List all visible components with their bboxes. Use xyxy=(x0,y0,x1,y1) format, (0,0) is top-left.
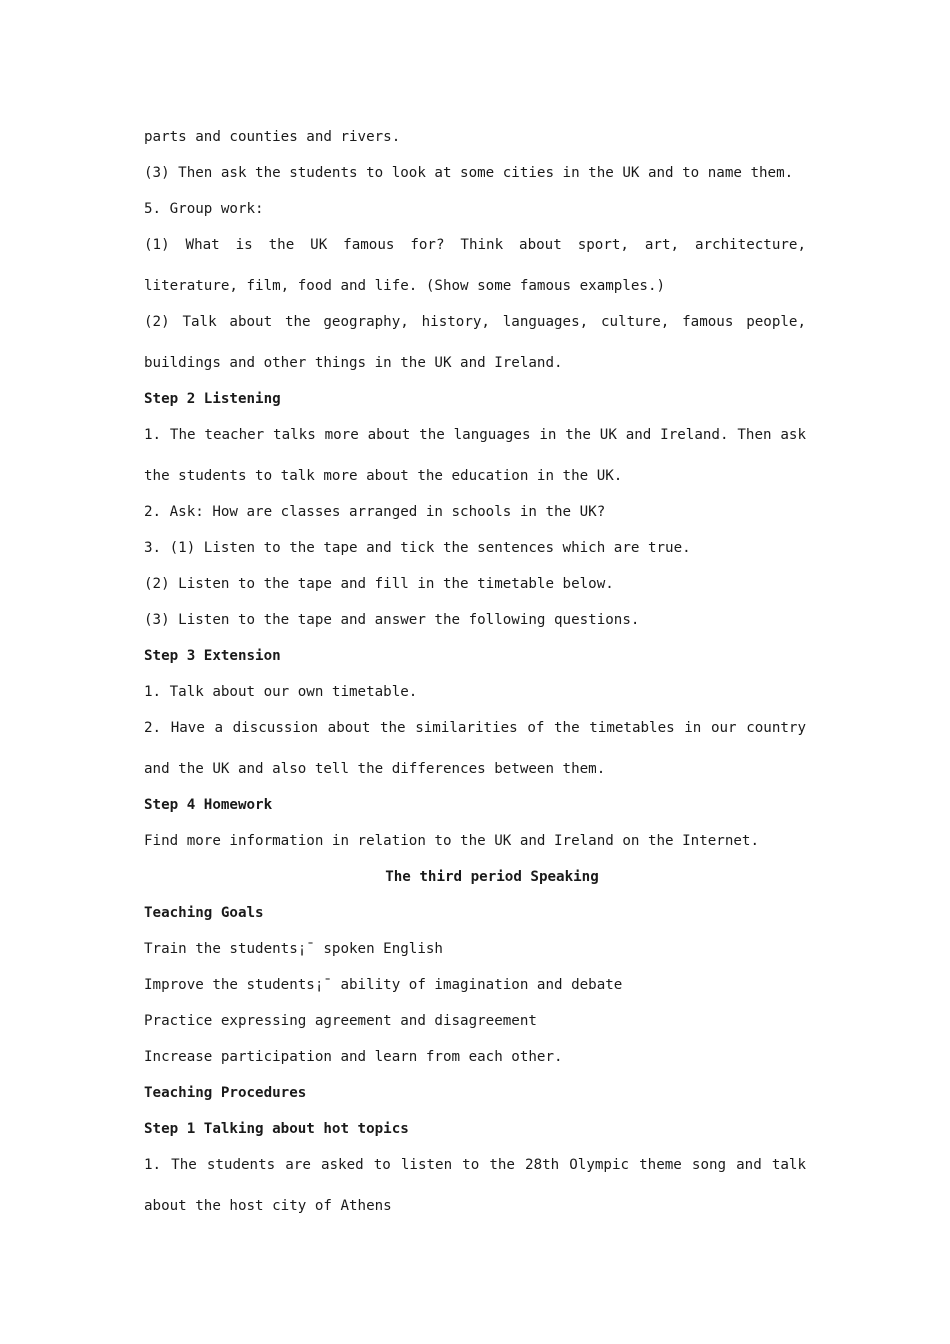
section-heading: Step 1 Talking about hot topics xyxy=(144,1121,409,1137)
text-line: Practice expressing agreement and disagreement xyxy=(144,1013,537,1029)
text-line: buildings and other things in the UK and Ireland. xyxy=(144,355,563,371)
text-line: literature, film, food and life. (Show some famous examples.) xyxy=(144,278,666,294)
text-line: Find more information in relation to the UK and Ireland on the Internet. xyxy=(144,833,759,849)
text-line: Increase participation and learn from each other. xyxy=(144,1049,563,1065)
text-line: 2. Have a discussion about the similarities of the timetables in our country xyxy=(144,720,806,736)
text-line: (1) What is the UK famous for? Think about sport, art, architecture, xyxy=(144,237,806,253)
text-line: (3) Then ask the students to look at some cities in the UK and to name them. xyxy=(144,165,794,181)
text-line: and the UK and also tell the differences between them. xyxy=(144,761,606,777)
text-line: about the host city of Athens xyxy=(144,1198,392,1214)
text-line: (2) Listen to the tape and fill in the timetable below. xyxy=(144,576,614,592)
section-heading: Step 3 Extension xyxy=(144,648,281,664)
section-heading: Step 4 Homework xyxy=(144,797,273,813)
text-line: 1. Talk about our own timetable. xyxy=(144,684,418,700)
text-line: 5. Group work: xyxy=(144,201,264,217)
text-line: 1. The teacher talks more about the languages in the UK and Ireland. Then ask xyxy=(144,427,806,443)
text-line: Improve the students¡¯ ability of imagination and debate xyxy=(144,977,623,993)
text-line: Train the students¡¯ spoken English xyxy=(144,941,443,957)
text-line: parts and counties and rivers. xyxy=(144,129,401,145)
text-line: 3. (1) Listen to the tape and tick the sentences which are true. xyxy=(144,540,691,556)
section-heading: Teaching Procedures xyxy=(144,1085,307,1101)
period-title: The third period Speaking xyxy=(385,869,599,885)
text-line: (3) Listen to the tape and answer the following questions. xyxy=(144,612,640,628)
section-heading: Teaching Goals xyxy=(144,905,264,921)
text-line: the students to talk more about the education in the UK. xyxy=(144,468,623,484)
section-heading: Step 2 Listening xyxy=(144,391,281,407)
text-line: 2. Ask: How are classes arranged in schools in the UK? xyxy=(144,504,606,520)
text-line: 1. The students are asked to listen to the 28th Olympic theme song and talk xyxy=(144,1157,806,1173)
text-line: (2) Talk about the geography, history, languages, culture, famous people, xyxy=(144,314,806,330)
